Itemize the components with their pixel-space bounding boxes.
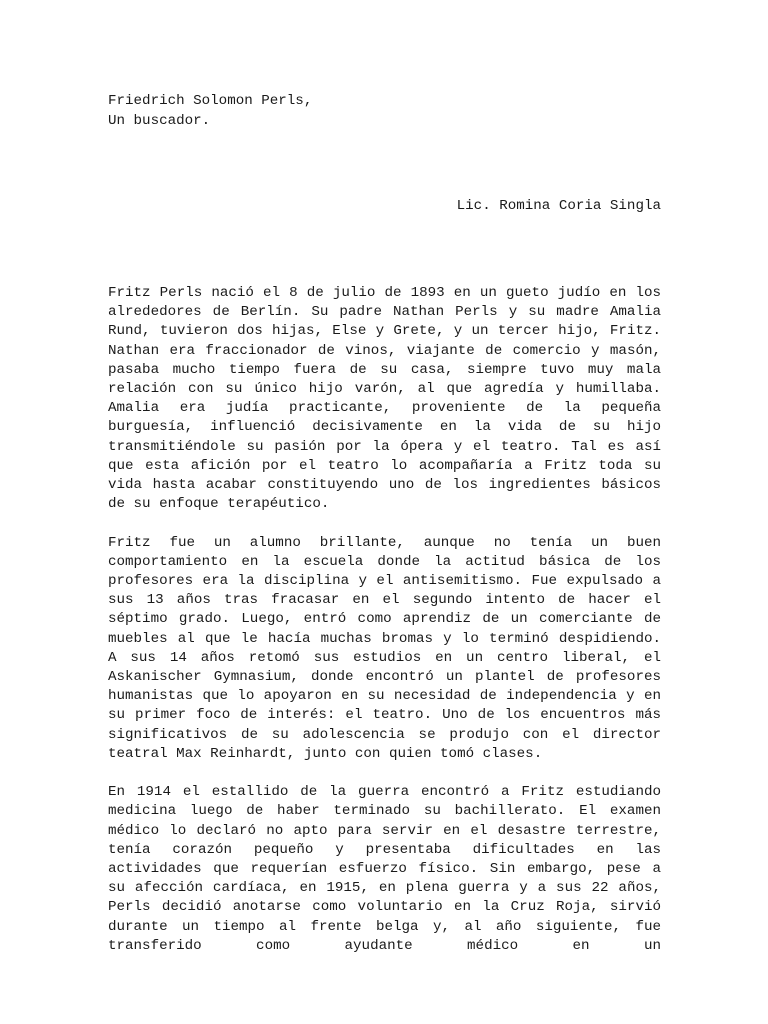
paragraph-3: En 1914 el estallido de la guerra encontró a Fritz estudiando medicina luego de haber terminado su bachillerato. El examen médico lo declaró no apto para servir en el desastre terrestre, tenía corazón pequeño y presentaba dificultades en las actividades que requerían esfuerzo físico. Sin embargo, pese a su afección cardíaca, en 1915, en plena guerra y a sus 22 años, Perls decidió anotarse como voluntario en la Cruz Roja, sirvió durante un tiempo al frente belga y, al año siguiente, fue transferido como ayudante médico en un	[108, 784, 661, 954]
paragraph-1: Fritz Perls nació el 8 de julio de 1893 en un gueto judío en los alrededores de Berlín. Su padre Nathan Perls y su madre Amalia Rund, tuvieron dos hijas, Else y Grete, y un tercer hijo, Fritz. Nathan era fraccionador de vinos, viajante de comercio y masón, pasaba mucho tiempo fuera de su casa, siempre tuvo muy mala relación con su único hijo varón, al que agredía y humillaba. Amalia era judía practicante, proveniente de la pequeña burguesía, influenció decisivamente en la vida de su hijo transmitiéndole su pasión por la ópera y el teatro. Tal es así que esta afición por el teatro lo acompañaría a Fritz toda su vida hasta acabar constituyendo uno de los ingredientes básicos de su enfoque terapéutico.	[108, 285, 661, 513]
author-name: Lic. Romina Coria Singla	[456, 198, 661, 214]
title-line-1: Friedrich Solomon Perls,	[108, 93, 313, 109]
paragraph-2: Fritz fue un alumno brillante, aunque no tenía un buen comportamiento en la escuela donde la actitud básica de los profesores era la disciplina y el antisemitismo. Fue expulsado a sus 13 años tras fracasar en el segundo intento de hacer el séptimo grado. Luego, entró como aprendiz de un comerciante de muebles al que le hacía muchas bromas y lo terminó despidiendo. A sus 14 años retomó sus estudios en un centro liberal, el Askanischer Gymnasium, donde encontró un plantel de profesores humanistas que lo apoyaron en su necesidad de independencia y en su primer foco de interés: el teatro. Uno de los encuentros más significativos de su adolescencia se produjo con el director teatral Max Reinhardt, junto con quien tomó clases.	[108, 534, 661, 762]
title-line-2: Un buscador.	[108, 113, 211, 129]
document-body	[108, 284, 661, 956]
document-title	[108, 91, 312, 131]
